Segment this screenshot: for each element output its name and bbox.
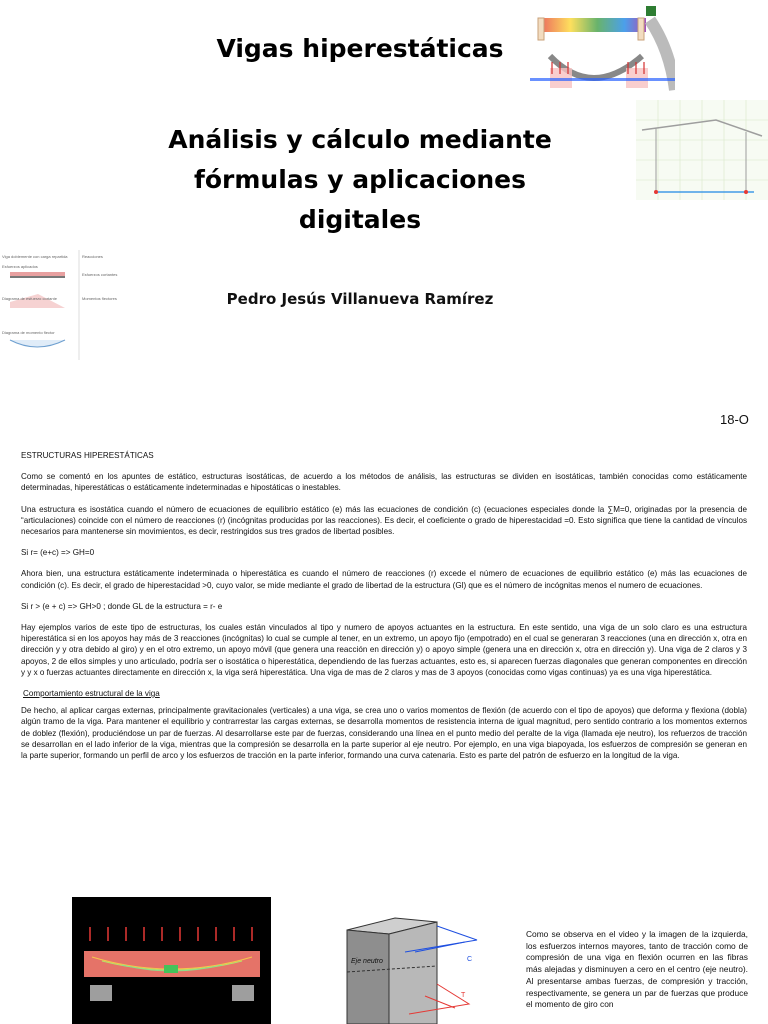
paragraph: Ahora bien, una estructura estáticamente indeterminada o hiperestática es cuando el número de reacciones (r) excede el número de ecuaciones de equilibrio estático (e) más las ecuaciones de condición (c). Es decir, el grado de hiperestacidad >0, cuyo valor, se mide mediante el grado de libertad de la estructura (Gl) que es el número de incógnitas menos el numero de ecuaciones.	[21, 569, 747, 590]
frame-structure-illustration	[636, 100, 768, 200]
compression-label: C	[467, 956, 473, 963]
formula: Si r > (e + c) => GH>0 ; donde GL de la estructura = r- e	[21, 601, 223, 611]
author-name: Pedro Jesús Villanueva Ramírez	[226, 290, 494, 308]
paragraph: De hecho, al aplicar cargas externas, principalmente gravitacionales (verticales) a una viga, se crea uno o varios momentos de flexión (de acuerdo con el tipo de apoyos) que deforma y flexiona (dobla) algún tramo de la viga. Para mantener el equilibrio y contrarrestar las cargas externas, se desarrolla momentos de resistencia interna de igual magnitud, pero sentido contrario a los momentos externos de doblez (flexión), produciéndose un par de fuerzas. Al desarrollarse este par de fuerzas, considerando una línea en el punto medio del peralte de la viga (llamada eje neutro), los refuerzos de tracción se desarrollan en el lado inferior de la viga, mientras que la compresión se desarrolla en la parte superior al eje neutro. Por ejemplo, en una viga biapoyada, los esfuerzos de compresión se generan en la parte superior, formando un perfil de arco y los esfuerzos de tracción en la parte inferior, formando una curva catenaria. Esto es parte del patrón de esfuerzo en la longitud de la viga.	[21, 706, 747, 761]
subtitle-line: digitales	[298, 205, 422, 234]
subsection-heading: Comportamiento estructural de la viga	[23, 689, 160, 699]
mini-label: Diagrama de esfuerzo cortante	[2, 296, 57, 301]
side-caption: Como se observa en el video y la imagen de la izquierda, los esfuerzos internos mayores, tanto de tracción como de compresión de una viga en flexión ocurren en las fibras más alejadas y disminuyen a cero en el centro (eje neutro). Al presentarse ambas fuerzas, de compresión y tracción, respectivamente, se genera un par de fuerzas que produce el momento de giro con	[526, 929, 748, 1010]
mini-label: Viga doblemente con carga repartida	[2, 254, 68, 259]
page-title: Vigas hiperestáticas	[216, 34, 504, 63]
cube-shape	[345, 912, 495, 1024]
subtitle-line: fórmulas y aplicaciones	[193, 165, 527, 194]
mini-formula-figure	[2, 250, 157, 360]
formula: Si r= (e+c) => GH=0	[21, 548, 95, 558]
axis-label: Eje neutro	[351, 958, 383, 965]
body-text	[21, 450, 747, 771]
beam-stress-video-frame[interactable]	[72, 897, 271, 1024]
mini-label: Diagrama de momento flector	[2, 330, 55, 335]
mini-label: Momentos flectores	[82, 296, 117, 301]
mini-label: Esfuerzos cortantes	[82, 272, 118, 277]
mini-label: Esfuerzos aplicados	[2, 264, 38, 269]
section-heading: ESTRUCTURAS HIPERESTÁTICAS	[21, 451, 154, 460]
page-number: 18-O	[720, 412, 749, 427]
mini-label: Reacciones	[82, 254, 103, 259]
cube-diagram	[345, 912, 495, 1024]
tension-label: T	[461, 992, 466, 999]
paragraph: Hay ejemplos varios de este tipo de estructuras, los cuales están vinculados al tipo y numero de apoyos actuantes en la estructura. En este sentido, una viga de un solo claro es una estructura hiperestática si en los apoyos hay más de 3 reacciones (incógnitas) lo cual se cumple al tener, en un extremo, un apoyo fijo (empotrado) en el cual se generaran 3 reacciones (una en dirección x, otra en dirección y y otra debido al giro) y en el otro extremo, un apoyo móvil (que genera una reacción en dirección y) o apoyo simple (genera una en dirección x, otra en dirección y). Una viga de 2 claros y 3 apoyos, 2 de ellos simples y uno articulado, podría ser o isostática o hiperestática, dependiendo de las fuerzas actuantes, esto es, si aparecen fuerzas diagonales que generan componentes en dirección y y x o fuerzas actuantes directamente en dirección x, la viga será hiperestática. Una viga de mas de 2 claros y mas de 3 apoyos (conocidas como vigas continuas) ya es una viga hiperestática.	[21, 623, 747, 677]
paragraph: Una estructura es isostática cuando el número de ecuaciones de equilibrio estático (e) más las ecuaciones de condición (c) (ecuaciones especiales donde la ∑M=0, originadas por la presencia de “articulaciones) coincide con el número de reacciones (r) (incógnitas producidas por las reacciones). Es decir, el coeficiente o grado de hiperestacidad =0. Esto significa que tiene la cantidad de vínculos necesarios para mantenerse sin movimientos, es decir, restringidos sus tres grados de libertad posibles.	[21, 504, 747, 537]
page-subtitle	[150, 120, 570, 240]
subtitle-line: Análisis y cálculo mediante	[168, 125, 552, 154]
paragraph: Como se comentó en los apuntes de estático, estructuras isostáticas, de acuerdo a los métodos de análisis, las estructuras se dividen en isostáticas, también conocidas como estáticamente determinadas, hiperestáticas o estáticamente indeterminadas e hipostáticas o inestables.	[21, 472, 747, 493]
